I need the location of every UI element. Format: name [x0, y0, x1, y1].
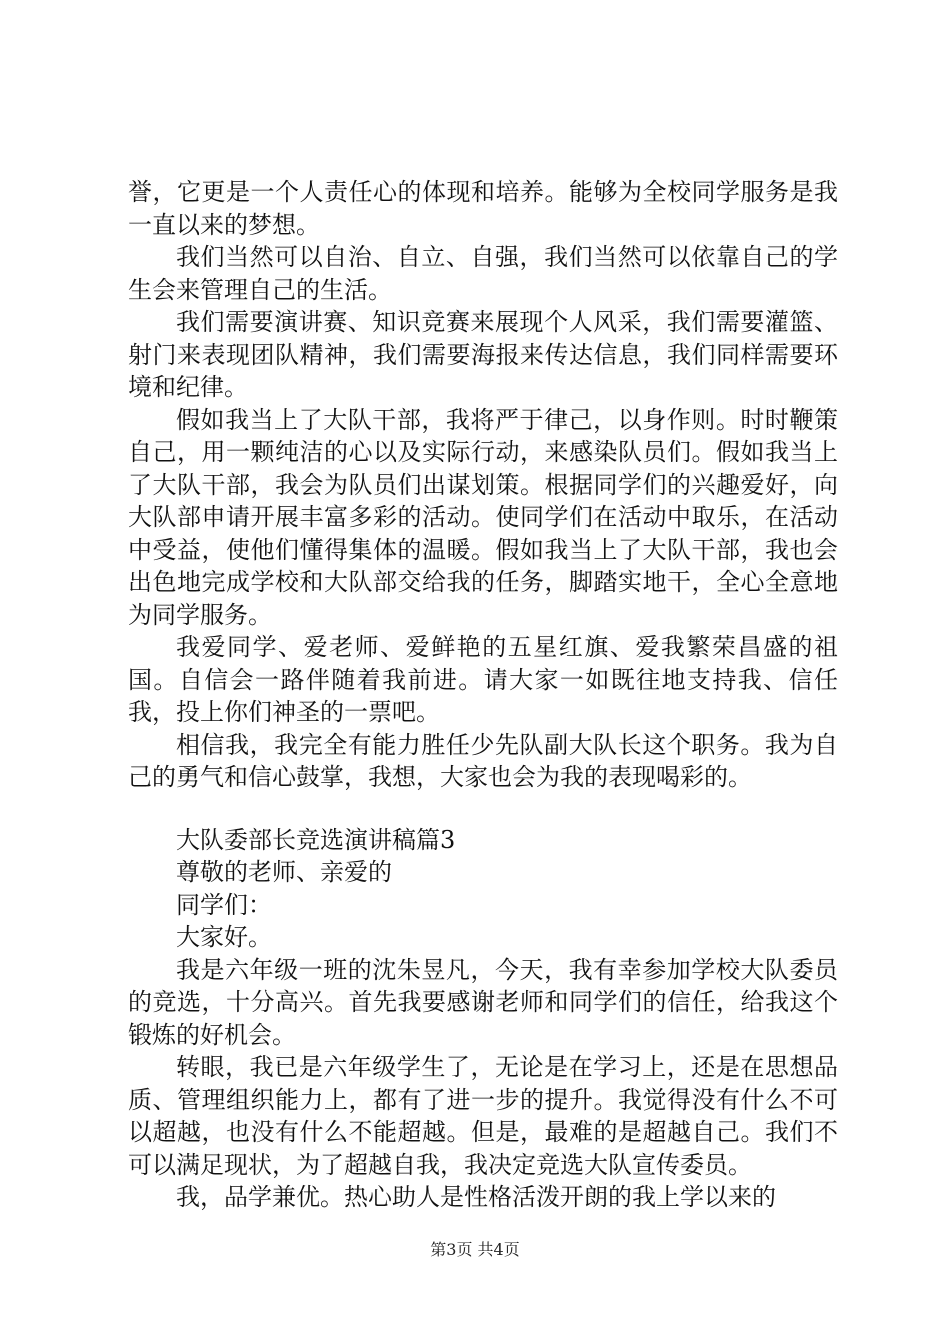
paragraph: 相信我，我完全有能力胜任少先队副大队长这个职务。我为自己的勇气和信心鼓掌，我想，大家也会为我的表现喝彩的。: [128, 730, 838, 791]
page-footer: 第3页 共4页: [430, 1240, 520, 1259]
salutation-line-2: 同学们：: [176, 890, 272, 919]
greeting: 大家好。: [176, 923, 272, 951]
section-gap: [128, 794, 838, 824]
paragraph: 我们需要演讲赛、知识竞赛来展现个人风采，我们需要灌篮、射门来表现团队精神，我们需要海报来传达信息，我们同样需要环境和纪律。: [128, 308, 838, 401]
document-body: [128, 176, 838, 1214]
paragraph: 我是六年级一班的沈朱昱凡，今天，我有幸参加学校大队委员的竞选，十分高兴。首先我要感谢老师和同学们的信任，给我这个锻炼的好机会。: [128, 955, 838, 1049]
paragraph: 转眼，我已是六年级学生了，无论是在学习上，还是在思想品质、管理组织能力上，都有了进一步的提升。我觉得没有什么不可以超越，也没有什么不能超越。但是，最难的是超越自己。我们不可以满足现状，为了超越自我，我决定竞选大队宣传委员。: [128, 1053, 838, 1179]
paragraph: 假如我当上了大队干部，我将严于律己，以身作则。时时鞭策自己，用一颗纯洁的心以及实际行动，来感染队员们。假如我当上了大队干部，我会为队员们出谋划策。根据同学们的兴趣爱好，向大队部申请开展丰富多彩的活动。使同学们在活动中取乐，在活动中受益，使他们懂得集体的温暖。假如我当上了大队干部，我也会出色地完成学校和大队部交给我的任务，脚踏实地干，全心全意地为同学服务。: [128, 405, 838, 629]
section-title: 大队委部长竞选演讲稿篇3: [176, 825, 456, 854]
paragraph: 我，品学兼优。热心助人是性格活泼开朗的我上学以来的: [176, 1183, 776, 1211]
paragraph: 我们当然可以自治、自立、自强，我们当然可以依靠自己的学生会来管理自己的生活。: [128, 243, 838, 304]
salutation-line-1: 尊敬的老师、亲爱的: [176, 858, 392, 886]
paragraph: 我爱同学、爱老师、爱鲜艳的五星红旗、爱我繁荣昌盛的祖国。自信会一路伴随着我前进。请大家一如既往地支持我、信任我，投上你们神圣的一票吧。: [128, 633, 838, 726]
paragraph-continuation: 誉，它更是一个人责任心的体现和培养。能够为全校同学服务是我一直以来的梦想。: [128, 178, 838, 239]
